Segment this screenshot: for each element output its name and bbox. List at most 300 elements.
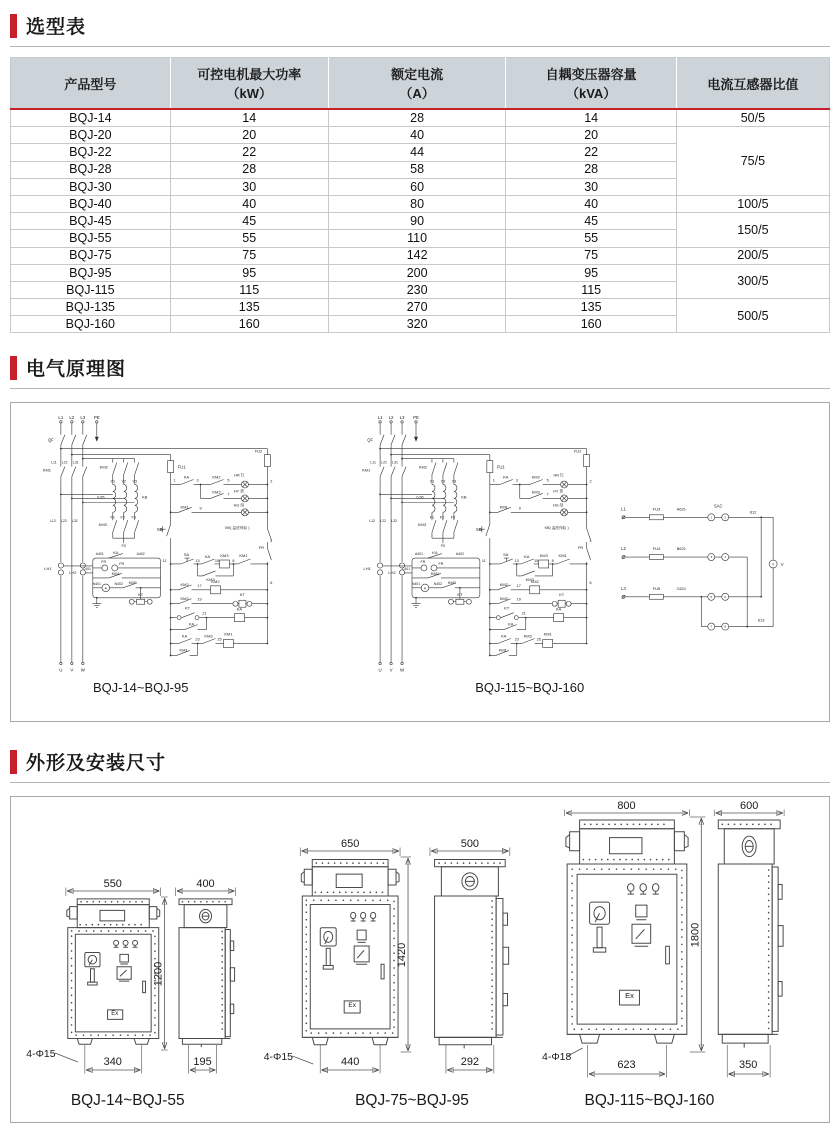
drawing-label: 350 (739, 1059, 758, 1072)
ct-ratio-cell: 200/5 (676, 247, 829, 264)
drawing-label: A (104, 586, 107, 591)
drawing-label: LH1 (44, 566, 52, 572)
drawing-label: KM3 (220, 553, 229, 559)
drawing-label: 550 (103, 878, 122, 891)
drawing-label: HR 红 (553, 473, 564, 478)
drawing-label: KM1 (362, 468, 371, 474)
drawing-label: KA (556, 607, 562, 613)
table-cell: 270 (328, 299, 506, 316)
drawing-label: KM3 (204, 633, 213, 639)
drawing-label: F1 (110, 515, 115, 520)
drawing-label: KM1 (543, 631, 552, 637)
drawing-label: Y2 (440, 479, 446, 484)
drawing-label: N402 (114, 582, 123, 587)
ct-ratio-cell: 300/5 (676, 264, 829, 298)
drawing-label: QF (47, 438, 54, 444)
drawing-label: L22 (60, 519, 67, 524)
drawing-label: 623 (617, 1059, 636, 1072)
drawing-label: KA (524, 554, 530, 560)
col-header-max-power: 可控电机最大功率 （kW） (170, 58, 328, 110)
drawing-label: KM1 (498, 647, 507, 653)
drawing-label: L2 (388, 415, 394, 421)
schematic-drawing (11, 403, 829, 721)
table-cell: 45 (170, 213, 328, 230)
drawing-label: KM1 (179, 647, 188, 653)
drawing-label: U (59, 667, 63, 673)
drawing-label: SB (476, 527, 482, 533)
drawing-label: Y1 (110, 479, 116, 484)
drawing-label: HR 红 (234, 473, 245, 478)
drawing-label: C401 (401, 567, 411, 572)
drawing-label: KM3 (417, 522, 427, 528)
drawing-label: KT (185, 606, 191, 612)
cabinet-side-view-large (718, 820, 783, 1048)
drawing-label: BQJ-115~BQJ-160 (584, 1092, 715, 1110)
drawing-label: 2 (589, 479, 592, 484)
voltmeter-labels (621, 504, 783, 629)
schematic-right-circuit (378, 421, 591, 665)
drawing-label: L31 (72, 461, 79, 466)
table-cell: BQJ-55 (11, 230, 171, 247)
ct-ratio-cell: 50/5 (676, 109, 829, 127)
drawing-label: KM1 (224, 631, 233, 637)
drawing-label: BQJ-75~BQJ-95 (355, 1092, 469, 1110)
section-header-schematic (10, 354, 830, 389)
drawing-label: 4 (589, 539, 592, 544)
table-row (11, 299, 830, 316)
schematic-panel (10, 402, 830, 722)
drawing-label: KM2 (530, 579, 539, 585)
drawing-label: KB (461, 494, 467, 500)
col-header-rated-current: 额定电流 （A） (328, 58, 506, 110)
drawing-label: 19 (197, 598, 202, 603)
drawing-label: A401 (414, 552, 424, 557)
drawing-label: 1420 (396, 943, 409, 968)
drawing-label: LH1 (363, 566, 371, 572)
drawing-label: F3 (131, 515, 136, 520)
table-cell: 160 (506, 316, 676, 333)
ct-ratio-cell: 150/5 (676, 213, 829, 247)
table-cell: 80 (328, 195, 506, 212)
drawing-label: Y3 (132, 479, 138, 484)
drawing-label: KA (188, 622, 195, 628)
drawing-label: W (399, 667, 405, 673)
drawing-label: KM1 (239, 553, 248, 559)
table-row (11, 264, 830, 281)
drawing-label: C401 (82, 567, 91, 572)
drawing-label: 5 (227, 478, 230, 483)
drawing-label: KM2 (99, 465, 108, 471)
drawing-label: 17 (516, 584, 521, 589)
drawing-label: A (423, 586, 427, 591)
drawing-label: F1 (429, 515, 435, 520)
table-cell: 55 (170, 230, 328, 247)
drawing-label: C621 (676, 586, 687, 592)
table-cell: 230 (328, 281, 506, 298)
table-cell: 115 (170, 281, 328, 298)
drawing-label: KM3 (128, 580, 137, 586)
drawing-label: HY 黄 (553, 489, 564, 494)
drawing-label: KM1 (558, 553, 567, 559)
drawing-label: 4 (724, 555, 727, 560)
drawing-label: 25 (536, 637, 541, 642)
drawing-label: HY 黄 (233, 489, 244, 494)
table-cell: 30 (170, 178, 328, 195)
drawing-label: PE (413, 415, 419, 421)
drawing-label: N402 (433, 582, 443, 587)
drawing-label: L32 (391, 519, 397, 524)
drawing-label: KM1 (111, 571, 120, 577)
drawing-label: FU3 (652, 506, 661, 512)
drawing-label: 3 (196, 478, 199, 483)
section-accent-bar (10, 14, 17, 38)
drawing-label: Y3 (451, 479, 457, 484)
table-cell: BQJ-115 (11, 281, 171, 298)
drawing-label: 3 (710, 555, 713, 560)
drawing-label: SA (183, 552, 190, 558)
table-cell: 14 (506, 109, 676, 127)
cabinet-side-view-small (179, 899, 235, 1047)
selection-table (10, 57, 830, 333)
drawing-label: 2 (724, 515, 727, 520)
drawing-label: 13 (514, 559, 519, 564)
drawing-label: 650 (341, 838, 360, 851)
drawing-label: KM1 (180, 504, 189, 510)
table-cell: 58 (328, 161, 506, 178)
drawing-label: BK( 温度保险 ) (225, 526, 250, 531)
drawing-label: L31 (392, 461, 398, 466)
col-header-ct-ratio: 电流互感器比值 (676, 58, 829, 110)
drawing-label: KM2 (499, 596, 508, 602)
drawing-label: 500 (460, 838, 480, 851)
table-cell: 20 (170, 127, 328, 144)
ct-ratio-cell: 75/5 (676, 127, 829, 196)
table-cell: 320 (328, 316, 506, 333)
table-cell: 14 (170, 109, 328, 127)
drawing-label: 6 (724, 595, 727, 600)
drawing-label: BQJ-115~BQJ-160 (475, 680, 585, 696)
drawing-label: KT (239, 592, 245, 598)
drawing-label: L1 (58, 415, 64, 421)
drawing-label: L12 (49, 519, 56, 524)
drawing-label: 13 (195, 559, 200, 564)
drawing-label: 800 (617, 800, 636, 813)
drawing-label: SB (156, 527, 163, 533)
schematic-right-labels (362, 415, 592, 695)
drawing-label: BQJ-14~BQJ-55 (70, 1092, 185, 1110)
cabinet-front-view-medium (301, 860, 399, 1045)
table-cell: 28 (506, 161, 676, 178)
ct-ratio-cell: 100/5 (676, 195, 829, 212)
drawing-label: 5 (710, 595, 713, 600)
drawing-label: KM3 (531, 489, 540, 495)
cabinet-side-view-medium (435, 860, 509, 1049)
drawing-label: KM2 (180, 596, 189, 602)
drawing-label: L3 (621, 586, 626, 592)
drawing-label: L21 (381, 461, 387, 466)
drawing-label: PE (93, 415, 100, 421)
drawing-label: A401 (95, 552, 104, 557)
drawing-label: L11 (370, 461, 376, 466)
table-cell: BQJ-20 (11, 127, 171, 144)
drawing-label: KA (204, 554, 211, 560)
drawing-label: L3 (399, 415, 405, 421)
drawing-label: A402 (136, 552, 145, 557)
drawing-label: 23 (195, 637, 200, 642)
drawing-label: FR (119, 562, 125, 567)
drawing-label: 612 (749, 509, 757, 515)
table-cell: 20 (506, 127, 676, 144)
drawing-label: 15 (534, 559, 539, 564)
drawing-label: KB (142, 494, 148, 500)
table-cell: BQJ-45 (11, 213, 171, 230)
table-cell: 135 (170, 299, 328, 316)
dimensions-drawing (11, 797, 829, 1122)
drawing-label: KT (457, 592, 463, 598)
drawing-label: A621 (676, 506, 687, 512)
ct-ratio-cell: 500/5 (676, 299, 829, 333)
drawing-label: 4-Φ15 (263, 1052, 293, 1064)
drawing-label: 5 (546, 478, 549, 483)
table-cell: 22 (506, 144, 676, 161)
section-header-dimensions (10, 748, 830, 783)
table-row (11, 247, 830, 264)
drawing-label: KT (559, 592, 565, 598)
table-cell: 28 (170, 161, 328, 178)
drawing-label: KM3 (98, 522, 107, 528)
table-row (11, 195, 830, 212)
drawing-label: Y2 (121, 479, 127, 484)
drawing-label: SAC (713, 503, 723, 509)
table-cell: BQJ-22 (11, 144, 171, 161)
drawing-label: KA (183, 474, 190, 480)
drawing-label: 19 (516, 598, 521, 603)
drawing-label: 11 (162, 559, 167, 564)
table-cell: 40 (506, 195, 676, 212)
drawing-label: V (389, 667, 393, 673)
drawing-label: 400 (196, 878, 215, 891)
drawing-label: 6 (589, 581, 592, 586)
drawing-label: FU4 (652, 546, 661, 552)
drawing-label: KA (508, 622, 514, 628)
drawing-label: 8 (724, 625, 727, 630)
drawing-label: KA (113, 550, 119, 556)
drawing-label: 440 (341, 1056, 360, 1069)
drawing-label: FU5 (652, 586, 661, 592)
table-cell: BQJ-95 (11, 264, 171, 281)
drawing-label: L3 (80, 415, 86, 421)
table-cell: 44 (328, 144, 506, 161)
schematic-left-circuit (58, 421, 271, 665)
drawing-label: F3 (450, 515, 456, 520)
drawing-label: KA (181, 633, 188, 639)
drawing-label: KM3 (447, 580, 457, 586)
drawing-label: 3 (515, 478, 518, 483)
table-cell: BQJ-75 (11, 247, 171, 264)
drawing-label: KT (138, 592, 144, 598)
drawing-label: KM3 (206, 577, 215, 583)
drawing-label: 17 (197, 584, 202, 589)
table-cell: 75 (170, 247, 328, 264)
drawing-label: 6 (270, 581, 273, 586)
table-cell: BQJ-135 (11, 299, 171, 316)
drawing-label: 0.65 (416, 495, 424, 500)
table-header-row (11, 58, 830, 110)
drawing-label: A402 (455, 552, 464, 557)
drawing-label: Y1 (429, 479, 435, 484)
drawing-label: FR (101, 560, 107, 565)
drawing-label: L32 (71, 519, 78, 524)
drawing-label: 4 (270, 539, 273, 544)
drawing-label: 340 (103, 1056, 122, 1069)
drawing-label: W (80, 667, 85, 673)
drawing-label: HG 绿 (552, 503, 564, 508)
col-header-transformer-capacity: 自耦变压器容量 （kVA） (506, 58, 676, 110)
drawing-label: KM2 (531, 474, 540, 480)
drawing-label: 2 (270, 479, 273, 484)
table-cell: 30 (506, 178, 676, 195)
drawing-label: V (780, 562, 784, 568)
drawing-label: KA (501, 633, 507, 639)
section-title-selection: 选型表 (26, 17, 87, 38)
drawing-label: LH2 (388, 570, 396, 576)
table-cell: 60 (328, 178, 506, 195)
drawing-label: KM2 (211, 579, 220, 585)
drawing-label: KM2 (418, 465, 428, 471)
drawing-label: Ex (111, 1011, 119, 1018)
drawing-label: KM2 (212, 474, 221, 480)
drawing-label: F2 (120, 515, 125, 520)
drawing-label: L1 (377, 415, 383, 421)
drawing-label: 23 (514, 637, 519, 642)
drawing-label: F0 (440, 544, 446, 549)
drawing-label: FU2 (254, 450, 262, 455)
table-row (11, 213, 830, 230)
drawing-label: 1 (173, 478, 176, 483)
table-cell: 28 (328, 109, 506, 127)
table-cell: 160 (170, 316, 328, 333)
table-cell: BQJ-14 (11, 109, 171, 127)
drawing-label: KB( 温度保险 ) (544, 526, 569, 531)
drawing-label: FU2 (574, 450, 582, 455)
table-cell: 75 (506, 247, 676, 264)
cabinet-front-view-small (67, 899, 160, 1044)
drawing-label: LH2 (69, 570, 77, 576)
drawing-label: Ex (625, 991, 634, 1001)
drawing-label: KM1 (430, 571, 440, 577)
table-row (11, 109, 830, 127)
drawing-label: 613 (757, 618, 765, 624)
table-row (11, 127, 830, 144)
table-cell: 90 (328, 213, 506, 230)
table-cell: BQJ-30 (11, 178, 171, 195)
drawing-label: QF (367, 438, 374, 444)
drawing-label: 7 (710, 625, 713, 630)
drawing-label: KA (432, 550, 438, 556)
dimension-labels (26, 800, 758, 1109)
drawing-label: SA (503, 552, 509, 558)
drawing-label: KM3 (539, 553, 548, 559)
drawing-label: 9 (199, 506, 202, 511)
section-accent-bar (10, 750, 17, 774)
table-cell: 40 (328, 127, 506, 144)
drawing-label: L11 (51, 461, 57, 466)
drawing-label: 7 (227, 492, 230, 497)
drawing-label: L2 (69, 415, 75, 421)
drawing-label: KA (503, 474, 509, 480)
drawing-label: 25 (217, 637, 222, 642)
drawing-label: N401 (411, 582, 421, 587)
drawing-label: KM2 (180, 582, 189, 588)
drawing-label: 7 (546, 492, 549, 497)
drawing-label: FR (577, 545, 584, 551)
drawing-label: L22 (380, 519, 386, 524)
drawing-label: KM3 (525, 577, 534, 583)
drawing-label: KM2 (499, 582, 508, 588)
drawing-label: Ex (348, 1002, 356, 1010)
drawing-label: 292 (460, 1056, 480, 1069)
drawing-label: U (378, 667, 382, 673)
drawing-label: 4-Φ15 (26, 1049, 56, 1061)
table-cell: 95 (506, 264, 676, 281)
drawing-label: 21 (202, 612, 207, 617)
drawing-label: FR (438, 562, 444, 567)
drawing-label: 1800 (689, 923, 702, 948)
section-title-schematic: 电气原理图 (26, 359, 127, 381)
drawing-label: L1 (621, 506, 626, 512)
drawing-label: KA (236, 607, 243, 613)
table-cell: BQJ-28 (11, 161, 171, 178)
table-cell: 200 (328, 264, 506, 281)
selection-table-body (11, 109, 830, 333)
table-cell: BQJ-40 (11, 195, 171, 212)
drawing-label: N401 (92, 582, 101, 587)
drawing-label: F0 (121, 544, 126, 549)
table-cell: 110 (328, 230, 506, 247)
drawing-label: KM3 (523, 633, 532, 639)
drawing-label: L2 (621, 546, 626, 552)
table-cell: 40 (170, 195, 328, 212)
drawing-label: KM1 (499, 504, 508, 510)
drawing-label: 600 (740, 800, 759, 813)
drawing-label: FU1 (496, 465, 505, 471)
drawing-label: 4-Φ18 (542, 1052, 572, 1064)
table-cell: BQJ-160 (11, 316, 171, 333)
drawing-label: 21 (521, 612, 526, 617)
drawing-label: 9 (518, 506, 521, 511)
drawing-label: KT (504, 606, 510, 612)
cabinet-front-view-large (566, 820, 688, 1043)
table-cell: 45 (506, 213, 676, 230)
drawing-label: V (70, 667, 74, 673)
drawing-label: 195 (193, 1056, 212, 1069)
drawing-label: FR (258, 545, 265, 551)
drawing-label: 1200 (152, 962, 165, 987)
drawing-label: FU1 (177, 465, 186, 471)
section-accent-bar (10, 356, 17, 380)
drawing-label: HG 绿 (233, 503, 245, 508)
drawing-label: L21 (61, 461, 68, 466)
table-cell: 95 (170, 264, 328, 281)
table-cell: 135 (506, 299, 676, 316)
drawing-label: 1 (710, 515, 713, 520)
drawing-label: KM1 (42, 468, 52, 474)
schematic-left-labels (43, 415, 273, 695)
table-cell: 115 (506, 281, 676, 298)
drawing-label: 8 (232, 559, 235, 564)
table-cell: 142 (328, 247, 506, 264)
section-header-selection (10, 12, 830, 47)
